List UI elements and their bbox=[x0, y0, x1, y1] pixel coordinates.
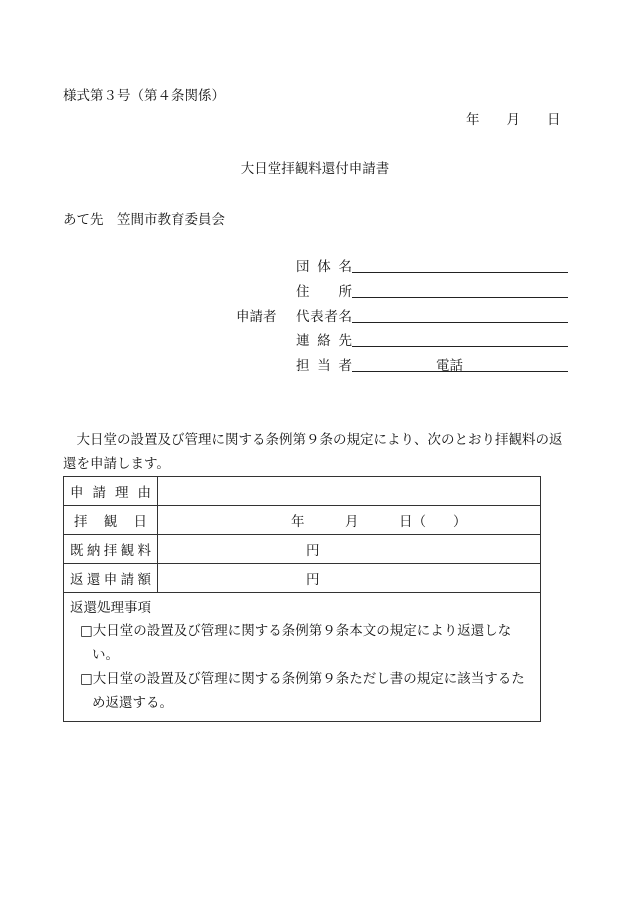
group-name-row bbox=[236, 255, 568, 278]
visit-date-field[interactable]: 年 月 日（ ） bbox=[158, 506, 541, 535]
document-title: 大日堂拝観料還付申請書 bbox=[240, 161, 390, 177]
group-name-line[interactable] bbox=[352, 272, 568, 273]
person-in-charge-row bbox=[236, 354, 568, 377]
address-line[interactable] bbox=[352, 297, 568, 298]
contact-row bbox=[236, 329, 568, 352]
option-refund[interactable]: □大日堂の設置及び管理に関する条例第９条ただし書の規定に該当するため返還する。 bbox=[80, 671, 525, 711]
applicant-block bbox=[236, 255, 568, 379]
paid-fee-field[interactable]: 円 bbox=[158, 535, 541, 564]
process-title: 返還処理事項 bbox=[70, 600, 151, 616]
representative-line[interactable] bbox=[352, 322, 568, 323]
reason-row bbox=[64, 477, 541, 506]
representative-row bbox=[236, 305, 568, 328]
representative-label: 代表者名 bbox=[296, 308, 352, 325]
paid-fee-row bbox=[64, 535, 541, 564]
paid-fee-label: 既納拝観料 bbox=[64, 535, 158, 564]
contact-line[interactable] bbox=[352, 346, 568, 347]
visit-date-label: 拝観日 bbox=[64, 506, 158, 535]
date-field: 年 月 日 bbox=[466, 112, 561, 128]
phone-label: 電話 bbox=[436, 358, 463, 375]
address-row bbox=[236, 280, 568, 303]
addressee: あて先 笠間市教育委員会 bbox=[63, 212, 225, 228]
refund-amount-field[interactable]: 円 bbox=[158, 564, 541, 593]
request-statement-text: 大日堂の設置及び管理に関する条例第９条の規定により、次のとおり拝観料の返還を申請します。 bbox=[63, 432, 563, 472]
applicant-label: 申請者 bbox=[236, 308, 277, 325]
refund-amount-row bbox=[64, 564, 541, 593]
visit-date-row bbox=[64, 506, 541, 535]
address-label: 住所 bbox=[296, 283, 352, 300]
process-row bbox=[64, 593, 541, 722]
request-statement bbox=[63, 428, 563, 476]
person-in-charge-label: 担当者 bbox=[296, 358, 352, 375]
reason-label: 申請理由 bbox=[64, 477, 158, 506]
refund-amount-label: 返還申請額 bbox=[64, 564, 158, 593]
form-number: 様式第３号（第４条関係） bbox=[63, 88, 225, 104]
group-name-label: 団体名 bbox=[296, 259, 352, 275]
application-table bbox=[63, 476, 541, 722]
option-no-refund[interactable]: □大日堂の設置及び管理に関する条例第９条本文の規定により返還しない。 bbox=[80, 623, 512, 663]
contact-label: 連絡先 bbox=[296, 333, 352, 350]
reason-field[interactable] bbox=[158, 477, 541, 506]
process-cell bbox=[64, 593, 541, 722]
